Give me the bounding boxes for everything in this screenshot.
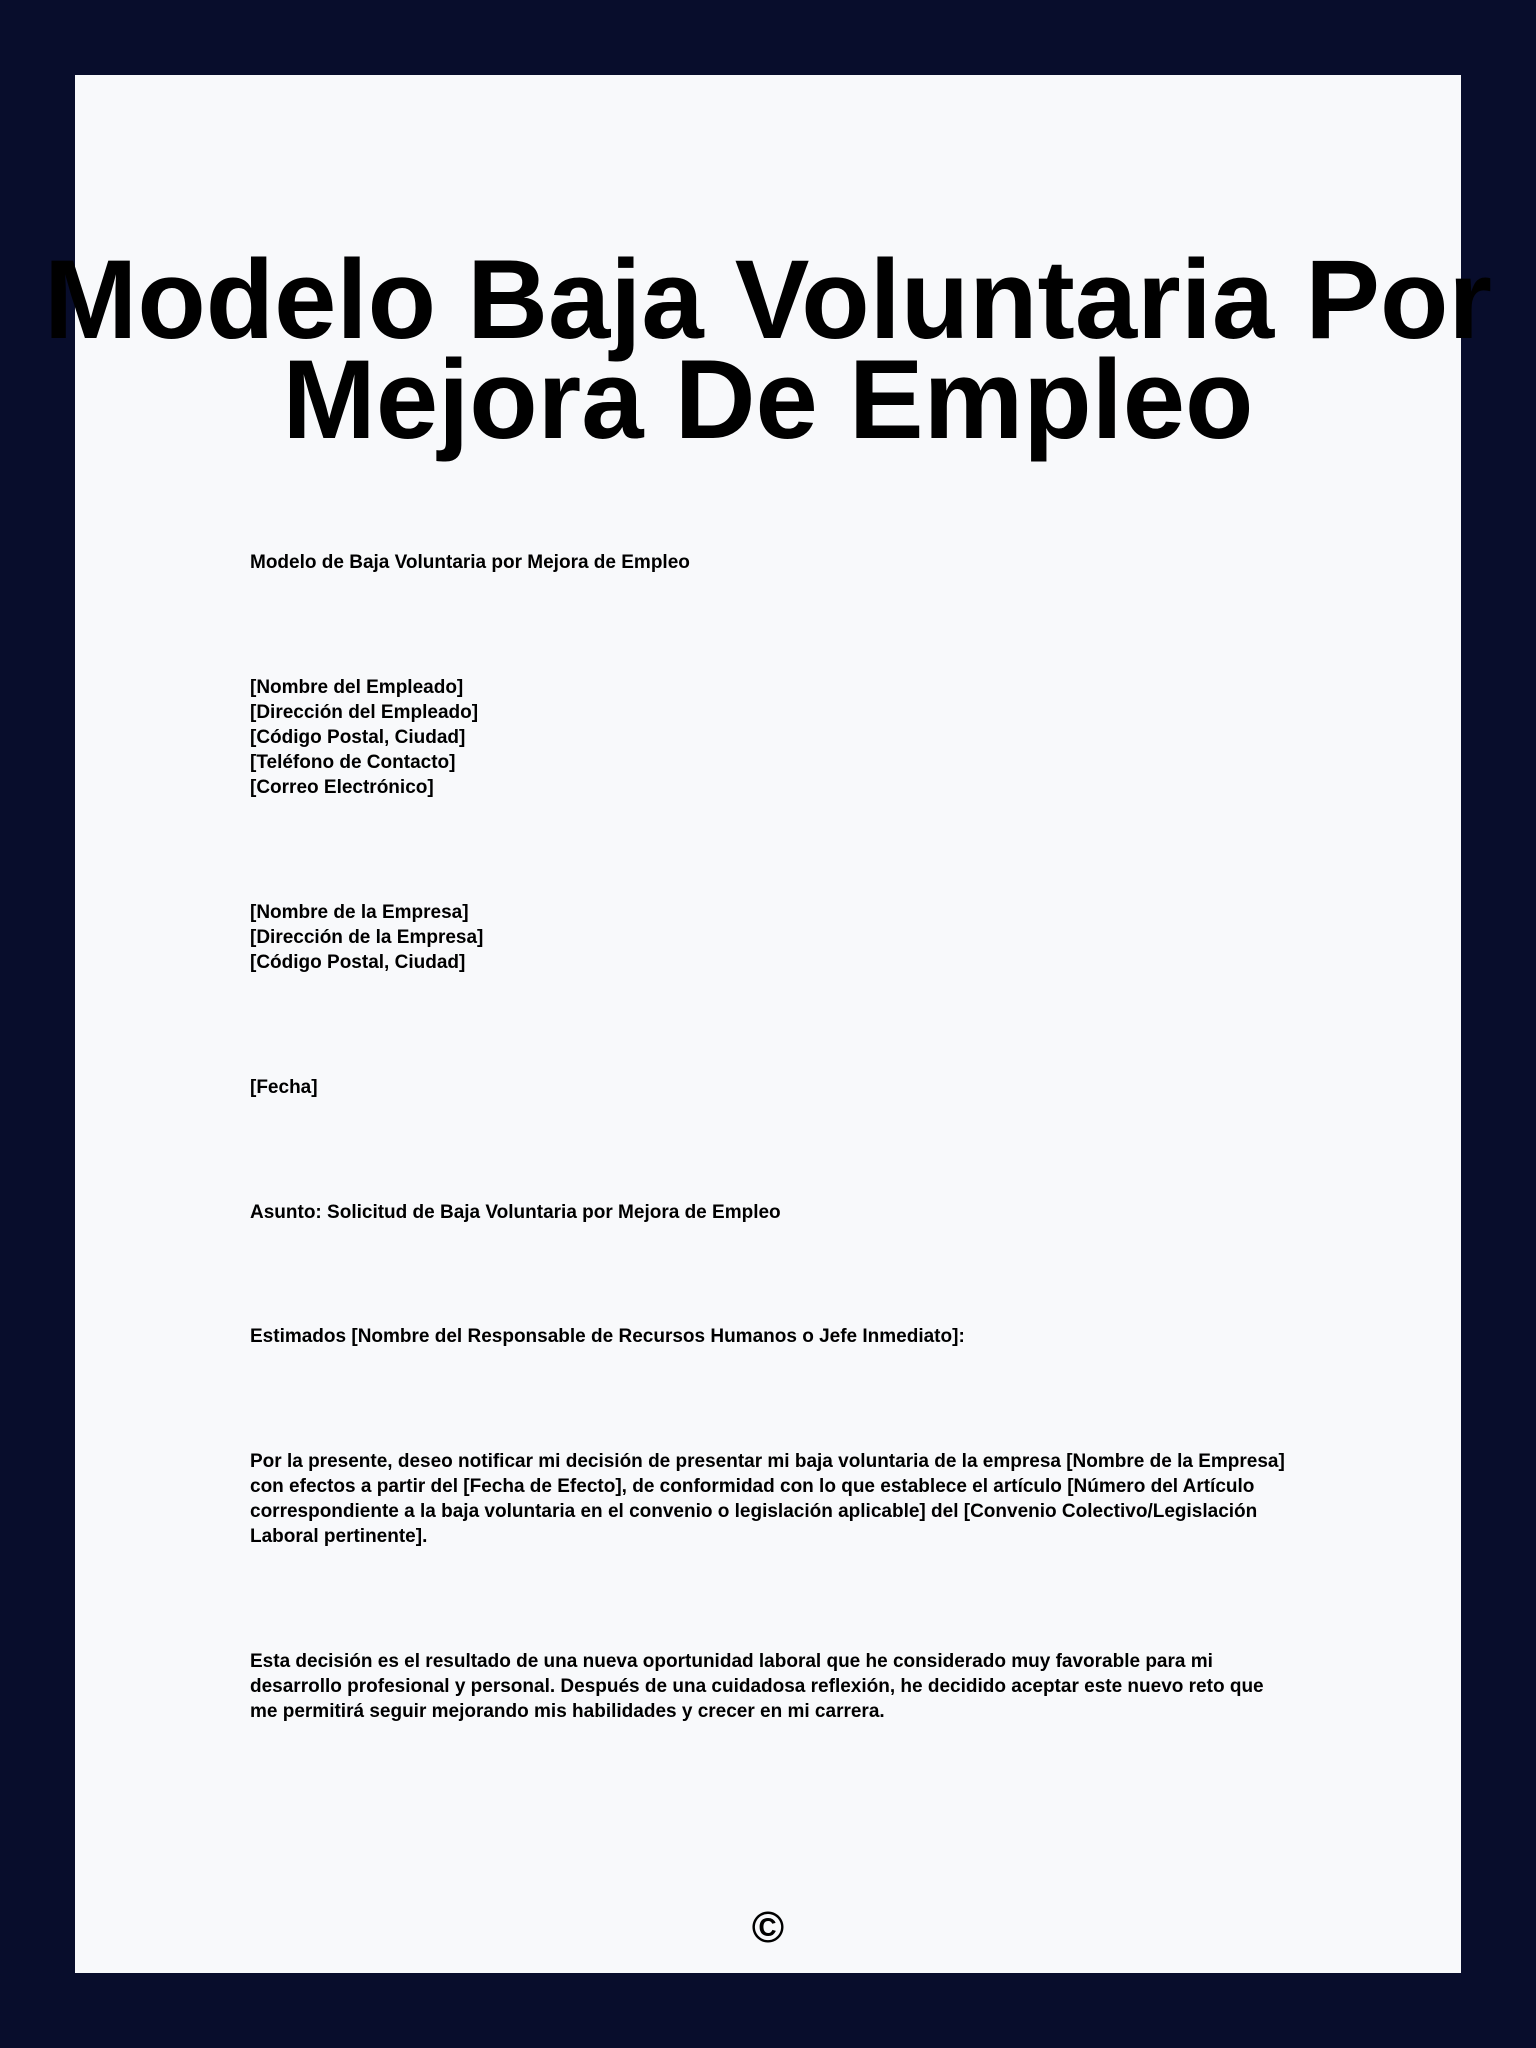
employee-address-block — [250, 675, 1290, 800]
letter-subject: Asunto: Solicitud de Baja Voluntaria por Mejora de Empleo — [250, 1202, 781, 1223]
document-title: Modelo Baja Voluntaria Por Mejora De Empleo — [44, 237, 1492, 462]
employee-address: [Dirección del Empleado] — [250, 702, 479, 723]
body-paragraph: Por la presente, deseo notificar mi decisión de presentar mi baja voluntaria de la empresa [Nombre de la Empresa] con efectos a partir del [Fecha de Efecto], de conformidad con lo que establece el artículo [Número del Artículo correspondiente a la baja voluntaria en el convenio o legislación aplicable] del [Convenio Colectivo/Legislación Laboral pertinente]. — [250, 1451, 1285, 1547]
letter-greeting: Estimados [Nombre del Responsable de Recursos Humanos o Jefe Inmediato]: — [250, 1326, 965, 1347]
company-postal-city: [Código Postal, Ciudad] — [250, 952, 466, 973]
letter-heading: Modelo de Baja Voluntaria por Mejora de Empleo — [250, 552, 690, 573]
copyright-icon: © — [751, 1903, 785, 1952]
employee-name: [Nombre del Empleado] — [250, 677, 464, 698]
employee-postal-city: [Código Postal, Ciudad] — [250, 727, 466, 748]
employee-email: [Correo Electrónico] — [250, 777, 434, 798]
company-address-block — [250, 900, 1290, 975]
company-name: [Nombre de la Empresa] — [250, 902, 469, 923]
body-paragraph: Esta decisión es el resultado de una nueva oportunidad laboral que he considerado muy favorable para mi desarrollo profesional y personal. Después de una cuidadosa reflexión, he decidido aceptar este nuevo reto que me permitirá seguir mejorando mis habilidades y crecer en mi carrera. — [250, 1651, 1264, 1722]
letter-date: [Fecha] — [250, 1077, 318, 1098]
company-address: [Dirección de la Empresa] — [250, 927, 484, 948]
employee-phone: [Teléfono de Contacto] — [250, 752, 456, 773]
